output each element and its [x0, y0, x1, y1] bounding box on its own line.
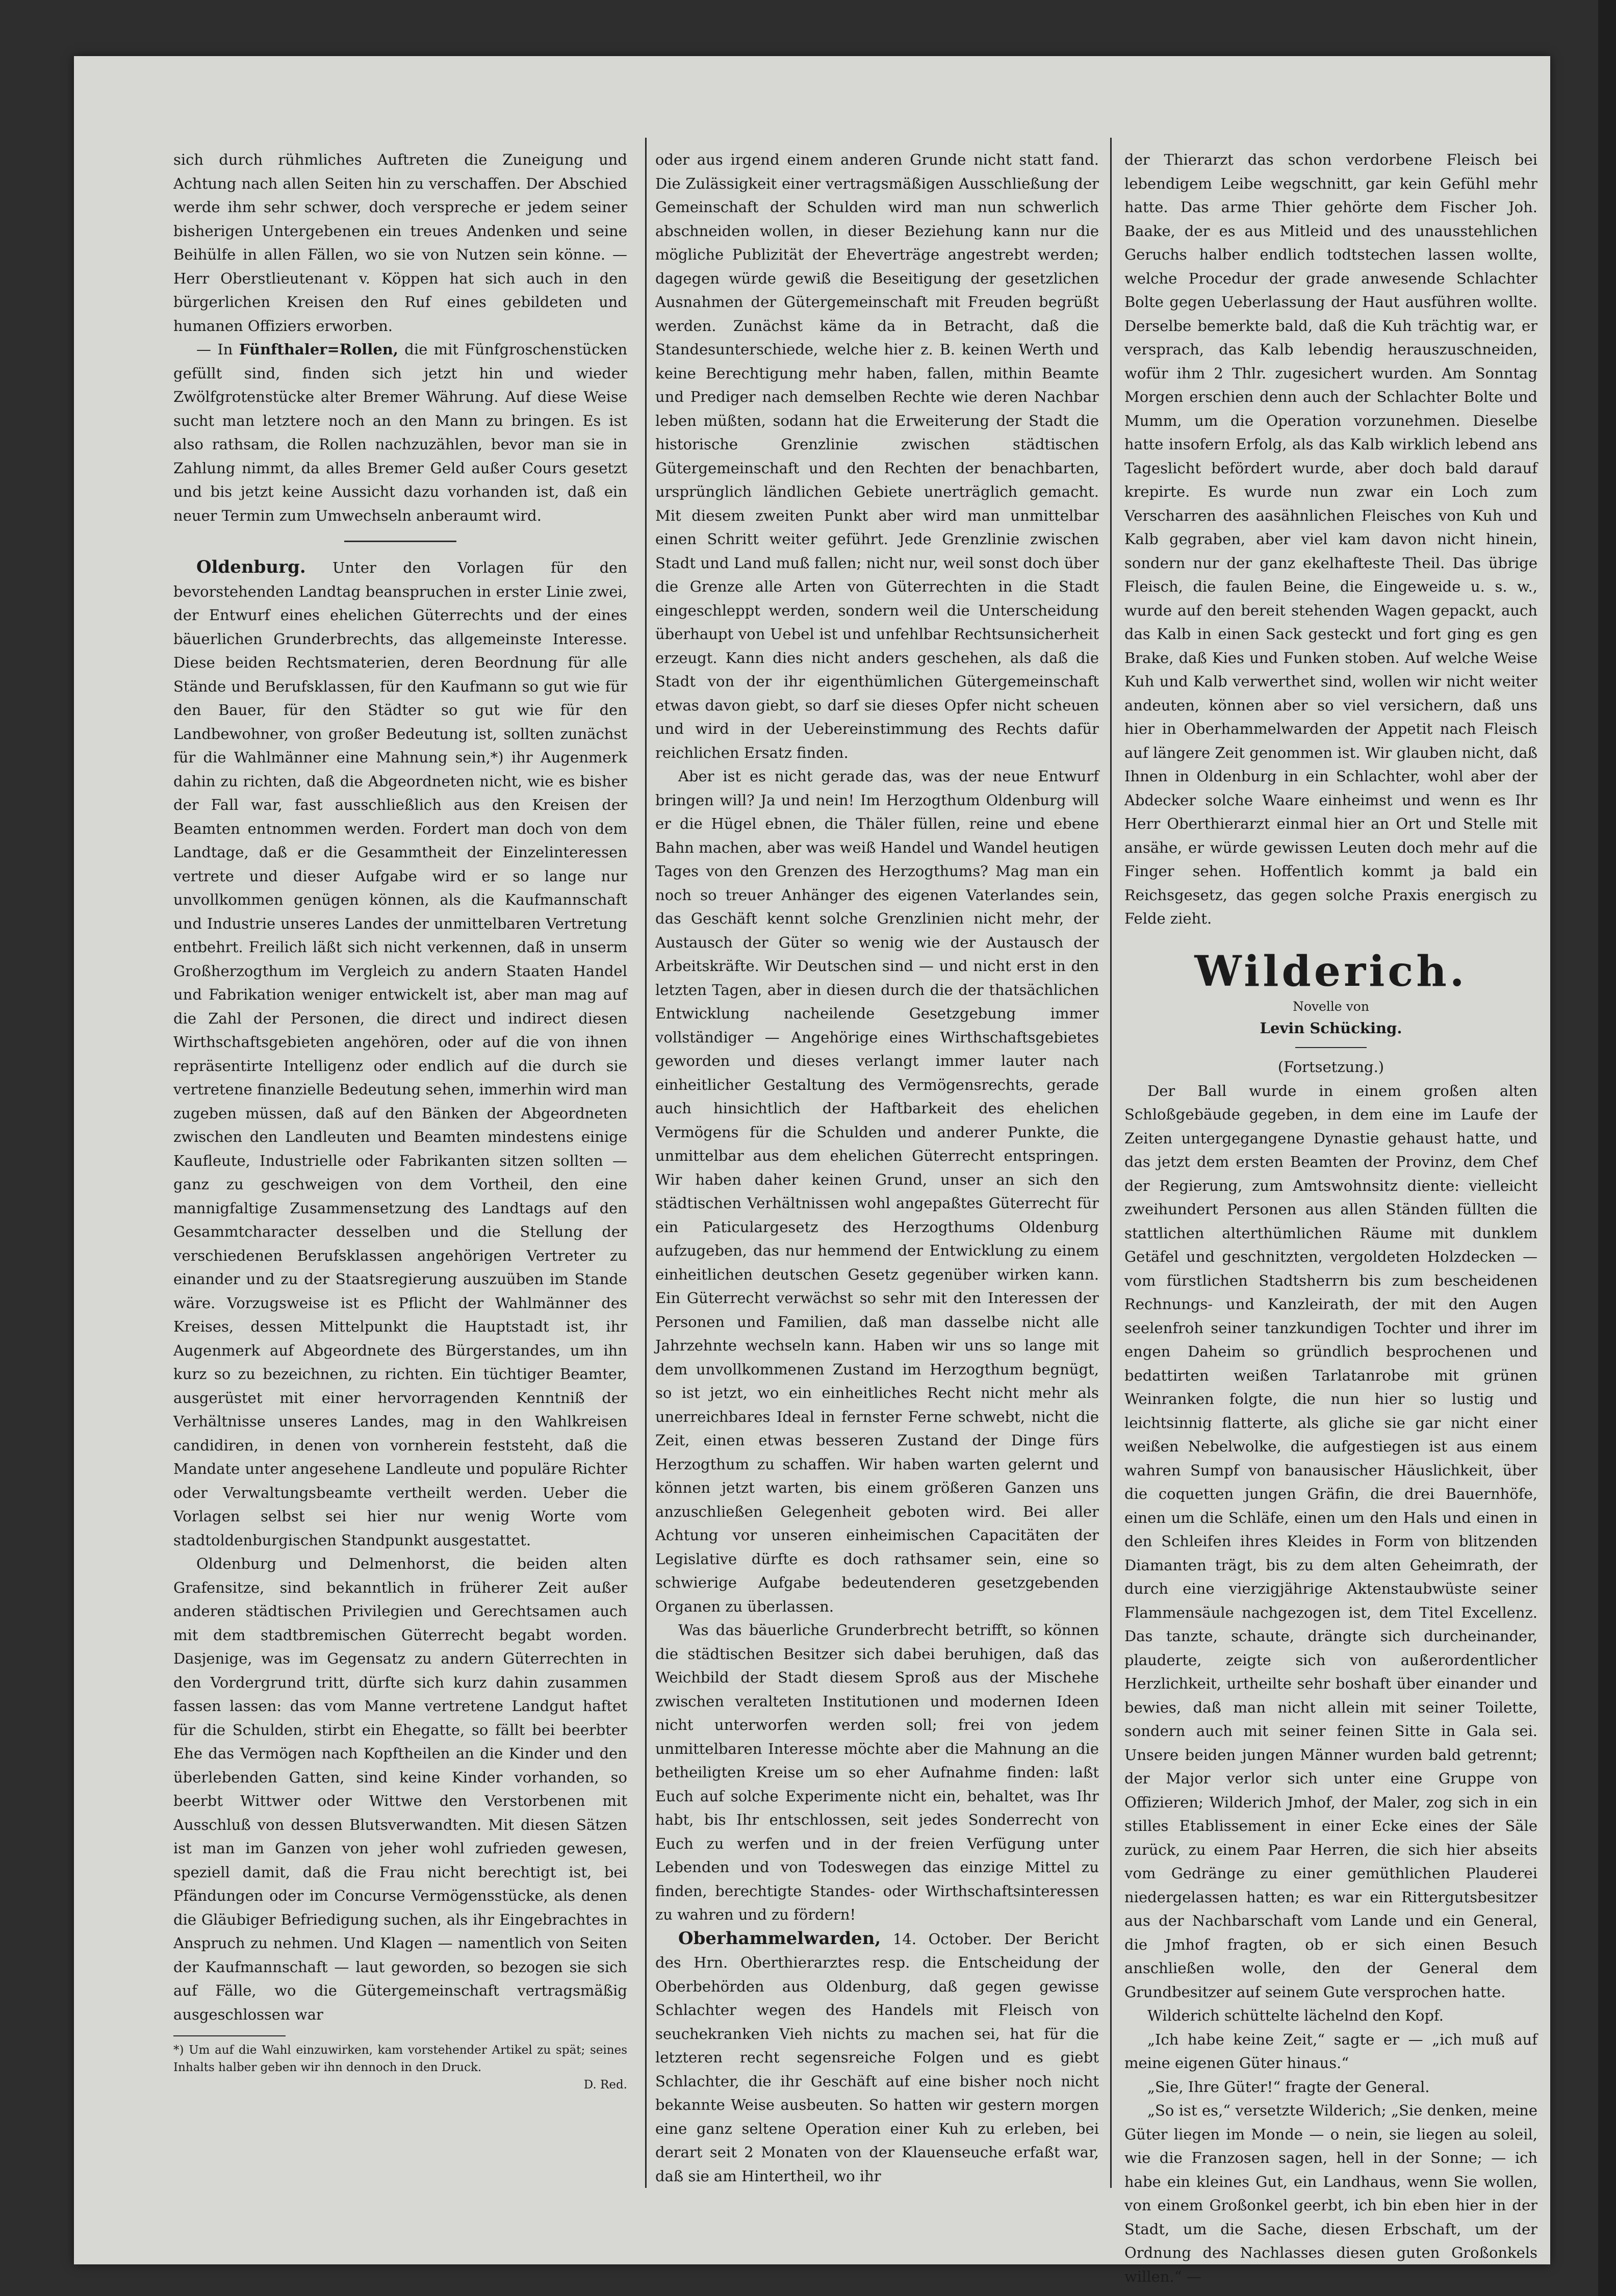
article-schlachter-cont: der Thierarzt das schon verdorbene Fleisch bei lebendigem Leibe wegschnitt, gar kein Gefühl mehr hatte. Das arme Thier gehörte dem Fischer Joh. Baake, der es aus Mitleid und des unausstehlichen Geruchs halber endlich todtstechen lassen wollte, welche Procedur der grade anwesende Schlachter Bolte gegen Ueberlassung der Haut ausführen wollte. Derselbe bemerkte bald, daß die Kuh trächtig war, er versprach, das Kalb lebendig herauszuschneiden, wofür ihm 2 Thlr. zugesichert wurden. Am Sonntag Morgen erschien denn auch der Schlachter Bolte und Mumm, um die Operation vorzunehmen. Dieselbe hatte insofern Erfolg, als das Kalb wirklich lebend ans Tageslicht befördert wurde, aber doch bald darauf krepirte. Es wurde nun zwar ein Loch zum Verscharren des aasähnlichen Fleisches von Kuh und Kalb gegraben, aber viel kam davon nicht hinein, sondern nur der ganz ekelhafteste Theil. Das übrige Fleisch, die faulen Beine, die Eingeweide u. s. w., wurde auf den bereit stehenden Wagen gepackt, auch das Kalb in einen Sack gesteckt und fort ging es gen Brake, daß Kies und Funken stoben. Auf welche Weise Kuh und Kalb verwerthet sind, wollen wir nicht weiter andeuten, können aber so viel versichern, daß uns hier in Oberhammelwarden der Appetit nach Fleisch auf längere Zeit genommen ist. Wir glauben nicht, daß Ihnen in Oldenburg in ein Schlachter, wohl aber der Abdecker solche Waare einheimst und wenn es Ihr Herr Oberthierarzt einmal hier an Ort und Stelle mit ansähe, er würde gewissen Leuten doch mehr auf die Finger sehen. Hoffentlich kommt ja bald ein Reichsgesetz, das gegen solche Praxis energisch zu Felde zieht. — [1124, 151, 1537, 927]
article-rollen — [173, 338, 627, 527]
novel-subtitle: Novelle von — [1293, 999, 1369, 1014]
novel-paragraph-3: „Ich habe keine Zeit,“ sagte er — „ich muß auf meine eigenen Güter hinaus.“ — [1124, 2030, 1537, 2072]
separator — [344, 541, 456, 542]
novel-paragraph-1: Der Ball wurde in einem großen alten Schloßgebäude gegeben, in dem eine im Laufe der Zeiten untergegangene Dynastie gehaust hatte, und das jetzt dem ersten Beamten der Provinz, dem Chef der Regierung, zum Amtswohnsitz diente: vielleicht zweihundert Personen aus allen Ständen füllten die stattlichen alterthümlichen Räume mit dunklem Getäfel und geschnitzten, vergoldeten Holzdecken — vom fürstlichen Stadtsherrn bis zum bescheidenen Rechnungs- und Kanzleirath, der mit den Augen seelenfroh seiner tanzkundigen Tochter und ihrer im engen Daheim so gründlich besprochenen und bedattirten weißen Tarlatanrobe mit grünen Weinranken folgte, die nun hier so lustig und leichtsinnig flatterte, als gliche sie gar nicht einer weißen Nebelwolke, die aufgestiegen ist aus einem wahren Sumpf von banausischer Häuslichkeit, über die coquetten jungen Gräfin, die drei Bauernhöfe, einen um die Schläfe, einen um den Hals und einen in den Schleifen ihres Kleides in Form von blitzenden Diamanten trägt, bis zu dem alten Geheimrath, der durch eine vierzigjährige Aktenstaubwüste seiner Flammensäule nachgezogen ist, dem Titel Excellenz. Das tanzte, schaute, drängte sich durcheinander, plauderte, zeigte sich von außerordentlicher Herzlichkeit, urtheilte sehr boshaft über einander und bewies, daß man nicht allein mit seiner Toilette, sondern auch mit seiner feinen Sitte in Gala sei. Unsere beiden jungen Männer wurden bald getrennt; der Major verlor sich unter eine Gruppe von Offizieren; Wilderich Jmhof, der Maler, zog sich in ein stilles Etablissement in einer Ecke eines der Säle zurück, zu einem Paar Herren, die sich hier abseits vom Gedränge zu einer gemüthlichen Plauderei niedergelassen hatten; es war ein Rittergutsbesitzer aus der Nachbarschaft vom Lande und ein General, die Jmhof fragten, ob er sich einen Besuch anschließen wolle, den der General dem Grundbesitzer auf seinem Gute versprochen hatte. — [1124, 1082, 1537, 2001]
article-gueterrecht-cont: oder aus irgend einem anderen Grunde nicht statt fand. Die Zulässigkeit einer vertragsmäßigen Ausschließung der Gemeinschaft der Schulden wird man nun schwerlich abschneiden wollen, in dieser Beziehung kann nur die mögliche Publizität der Eheverträge angestrebt werden; dagegen würde gewiß die Beseitigung der gesetzlichen Ausnahmen der Gütergemeinschaft mit Freuden begrüßt werden. Zunächst käme da in Betracht, daß die Standesunterschiede, welche hier z. B. keinen Werth und keine Berechtigung mehr haben, fallen, mithin Beamte und Prediger nach demselben Rechte wie deren Nachbar leben müßten, sodann hat die Erweiterung der Stadt die historische Grenzlinie zwischen städtischen Gütergemeinschaft und den Rechten der benachbarten, ursprünglich ländlichen Gebiete unerträglich gemacht. Mit diesem zweiten Punkt aber wird man unmittelbar einen Schritt weiter geführt. Jede Grenzlinie zwischen Stadt und Land muß fallen; nicht nur, weil sonst doch über die Grenze alle Arten von Güterrechten in die Stadt eingeschleppt werden, sondern weil die Unterscheidung überhaupt von Uebel ist und unfehlbar Rechtsunsicherheit erzeugt. Kann dies nicht anders geschehen, als daß die Stadt von der ihr eigenthümlichen Gütergemeinschaft etwas davon giebt, so darf sie dieses Opfer nicht scheuen und wird in der Uebereinstimmung des Rechts dafür reichlichen Ersatz finden. — [655, 151, 1099, 761]
novel-title: Wilderich. — [1194, 947, 1468, 996]
column-2 — [655, 148, 1099, 2188]
novel-author: Levin Schücking. — [1260, 1019, 1402, 1037]
article-oberhammelwarden — [655, 1927, 1099, 2188]
column-3 — [1124, 148, 1537, 2288]
continuation-note: (Fortsetzung.) — [1277, 1058, 1384, 1076]
article-oldenburg-cont: Oldenburg und Delmenhorst, die beiden alten Grafensitze, sind bekanntlich in früherer Zeit außer anderen städtischen Privilegien und Gerechtsamen auch mit dem stadtbremischen Güterrecht begabt worden. Dasjenige, was im Gegensatz zu andern Güterrechten in den Vordergrund tritt, dürfte sich kurz dahin zusammen fassen lassen: das vom Manne vertretene Landgut haftet für die Schulden, stirbt ein Ehegatte, so fällt bei beerbter Ehe das Vermögen nach Kopftheilen an die Kinder und den überlebenden Gatten, sind keine Kinder vorhanden, so beerbt Wittwer oder Wittwe den Verstorbenen mit Ausschluß von dessen Blutsverwandten. Mit diesen Sätzen ist man im Ganzen von jeher wohl zufrieden gewesen, speziell damit, daß die Frau nicht berechtigt ist, bei Pfändungen oder im Concurse Vermögensstücke, als denen die Gläubiger Befriedigung suchen, als ihr Eingebrachtes in Anspruch zu nehmen. Und Klagen — namentlich von Seiten der Kaufmannschaft — laut geworden, so bezogen sie sich auf Fälle, wo die Gütergemeinschaft vertragsmäßig ausgeschlossen war — [173, 1555, 627, 2023]
rollen-heading: Fünfthaler=Rollen, — [239, 341, 398, 358]
column-1 — [173, 148, 627, 2094]
article-grunderbrecht: Was das bäuerliche Grunderbrecht betrifft, so können die städtischen Besitzer sich dabei beruhigen, daß das Weichbild der Stadt diesem Sproß aus der Mischehe zwischen veralteten Institutionen und modernen Ideen nicht unterworfen werden soll; frei von jedem unmittelbaren Interesse möchte aber die Mahnung an die betheiligten Kreise um so eher Aufnahme finden: laßt Euch auf solche Experimente nicht ein, behaltet, was Ihr habt, bis Ihr entschlossen, seit jedes Sonderrecht von Euch zu werfen und in der freien Verfügung unter Lebenden und von Todeswegen das einzige Mittel zu finden, berechtigte Standes- oder Wirthschaftsinteressen zu wahren und zu fördern! — [655, 1621, 1099, 1923]
novel-paragraph-2: Wilderich schüttelte lächelnd den Kopf. — [1147, 2007, 1444, 2024]
oberhammelwarden-body: Der Bericht des Hrn. Oberthierarztes resp. die Entscheidung der Oberbehörden aus Oldenburg, daß gegen gewisse Schlachter wegen des Handels mit Fleisch von seuchekranken Vieh nichts zu machen sei, hat für die letzteren recht segensreiche Folgen und es giebt Schlachter, die ihr Geschäft auf eine bisher noch nicht bekannte Weise ausbeuten. So hatten wir gestern morgen eine ganz seltene Operation einer Kuh zu erleben, bei derart seit 2 Monaten von der Klauenseuche erfaßt war, daß sie am Hintertheil, wo ihr — [655, 1930, 1099, 2185]
article-oldenburg — [173, 555, 627, 1552]
dateline: 14. October. — [881, 1930, 992, 1948]
footnote-signature: D. Red. — [583, 2078, 627, 2091]
rollen-body: die mit Fünfgroschenstücken gefüllt sind, finden sich jetzt hin und wieder Zwölfgrotenstücke alter Bremer Währung. Auf diese Weise sucht man letztere noch an den Mann zu bringen. Es ist also rathsam, die Rollen nachzuzählen, bevor man sie in Zahlung nimmt, da alles Bremer Geld außer Cours gesetzt und bis jetzt keine Aussicht dazu vorhanden ist, daß ein neuer Termin zum Umwechseln anberaumt wird. — [173, 341, 628, 524]
footnote-rule — [173, 2035, 286, 2036]
author-rule — [1295, 1047, 1367, 1048]
place-oberhammelwarden: Oberhammelwarden, — [678, 1928, 881, 1949]
rollen-lead: — In — [196, 341, 239, 358]
column-rule-2 — [1110, 138, 1112, 2188]
article-officer-farewell: sich durch rühmliches Auftreten die Zuneigung und Achtung nach allen Seiten hin zu verschaffen. Der Abschied werde ihm sehr schwer, doch verspreche er jedem seiner bisherigen Untergebenen ein treues Andenken und seine Beihülfe in allen Fällen, wo sie von Nutzen sein könne. — Herr Oberstlieutenant v. Köppen hat sich auch in den bürgerlichen Kreisen den Ruf eines gebildeten und humanen Offiziers erworben. — [173, 151, 627, 335]
scan-right-edge — [1598, 0, 1616, 2296]
article-entwurf: Aber ist es nicht gerade das, was der neue Entwurf bringen will? Ja und nein! Im Herzogthum Oldenburg will er die Hügel ebnen, die Thäler füllen, reine und ebene Bahn machen, aber was weiß Handel und Wandel heutigen Tages von den Grenzen des Herzogthums? Mag man ein noch so treuer Anhänger des eigenen Vaterlandes sein, das Geschäft kennt solche Grenzlinien nicht mehr, der Austausch der Güter so wenig wie der Austausch der Arbeitskräfte. Wir Deutschen sind — und nicht erst in den letzten Tagen, aber in diesen durch die der thatsächlichen Entwicklung nacheilende Gesetzgebung immer vollständiger — Angehörige eines Wirthschaftsgebietes geworden und dieses verlangt immer lauter nach einheitlicher Gestaltung des Vermögensrechts, gerade auch hinsichtlich der Haftbarkeit des ehelichen Vermögens für die Schulden und anderer Punkte, die unmittelbar aus dem ehelichen Güterrecht entspringen. Wir haben daher keinen Grund, unser an sich den städtischen Verhältnissen wohl angepaßtes Güterrecht für ein Paticulargesetz des Herzogthums Oldenburg aufzugeben, das nur hemmend der Entwicklung zu einem einheitlichen deutschen Gesetz gegenüber wirken kann. Ein Güterrecht verwächst so sehr mit den Interessen der Personen und Familien, daß man dasselbe nicht alle Jahrzehnte wechseln kann. Haben wir uns so lange mit dem unvollkommenen Zustand im Herzogthum begnügt, so ist jetzt, wo ein einheitliches Recht nicht mehr als unerreichbares Ideal in fernster Ferne schwebt, nicht die Zeit, einen etwas besseren Zustand der Dinge fürs Herzogthum zu schaffen. Wir haben warten gelernt und können jetzt warten, bis einem größeren Ganzen uns anzuschließen Gelegenheit geboten wird. Bei aller Achtung vor unseren einheimischen Capacitäten der Legislative dürfte es doch rathsamer sein, eine so schwierige Aufgabe bedeutenderen gesetzgebenden Organen zu überlassen. — [655, 768, 1099, 1615]
footnote: *) Um auf die Wahl einzuwirken, kam vorstehender Artikel zu spät; seines Inhalts halber geben wir ihn dennoch in den Druck. — [173, 2044, 627, 2074]
novel-paragraph-4: „Sie, Ihre Güter!“ fragte der General. — [1147, 2078, 1430, 2096]
column-rule-1 — [645, 138, 647, 2188]
place-oldenburg: Oldenburg. — [196, 557, 306, 577]
novel-paragraph-5: „So ist es,“ versetzte Wilderich; „Sie denken, meine Güter liegen im Monde — o nein, sie liegen au soleil, wie die Franzosen sagen, hell in der Sonne; — ich habe ein kleines Gut, ein Landhaus, wenn Sie wollen, von einem Großonkel geerbt, ich bin eben hier in der Stadt, um die Sache, diesen Erbschaft, um der Ordnung des Nachlasses diesen guten Großonkels willen.“ — — [1124, 2102, 1537, 2285]
newspaper-page — [74, 56, 1550, 2285]
oldenburg-body: Unter den Vorlagen für den bevorstehenden Landtag beanspruchen in erster Linie zwei, der Entwurf eines ehelichen Güterrechts und der eines bäuerlichen Grunderbrechts, das allgemeinste Interesse. Diese beiden Rechtsmaterien, deren Beordnung für alle Stände und Berufsklassen, für den Kaufmann so gut wie für den Bauer, für den Städter so gut wie für den Landbewohner, von großer Bedeutung ist, sollten zunächst für die Wahlmänner eine Mahnung sein,*) ihr Augenmerk dahin zu richten, daß die Abgeordneten nicht, wie es bisher der Fall war, fast ausschließlich aus den Kreisen der Beamten entnommen werden. Fordert man doch von dem Landtage, daß er die Gesammtheit der Einzelinteressen vertrete und dieser Aufgabe wird er so lange nur unvollkommen genügen können, als die Kaufmannschaft und Industrie unseres Landes der unmittelbaren Vertretung entbehrt. Freilich läßt sich nicht verkennen, daß in unserm Großherzogthum im Vergleich zu andern Staaten Handel und Fabrikation weniger entwickelt ist, aber man mag auf die Zahl der Personen, die direct und indirect diesen Wirthschaftsgebieten angehören, oder auf die von ihnen repräsentirte Intelligenz oder endlich auf die durch sie vertretene finanzielle Bedeutung sehen, immerhin wird man zugeben müssen, daß auf den Bänken der Abgeordneten zwischen den Landleuten und Beamten mindestens einige Kaufleute, Industrielle oder Fabrikanten sitzen sollten — ganz zu geschweigen von dem Vortheil, den eine mannigfaltige Zusammensetzung des Landtags auf den Gesammtcharacter desselben und die Stellung der verschiedenen Berufsklassen angehörigen Vertreter zu einander und zu der Staatsregierung auszuüben im Stande wäre. Vorzugsweise ist es Pflicht der Wahlmänner des Kreises, dessen Mittelpunkt die Hauptstadt ist, ihr Augenmerk auf Abgeordnete des Bürgerstandes, um ihn kurz so zu bezeichnen, zu richten. Ein tüchtiger Beamter, ausgerüstet mit einer hervorragenden Kenntniß der Verhältnisse unseres Landes, mag in den Wahlkreisen candidiren, in denen von vornherein feststeht, daß die Mandate unter angesehene Landleute und populäre Richter oder Verwaltungsbeamte vertheilt werden. Ueber die Vorlagen selbst sei hier nur wenig Worte vom stadtoldenburgischen Standpunkt ausgestattet. — [173, 559, 627, 1549]
